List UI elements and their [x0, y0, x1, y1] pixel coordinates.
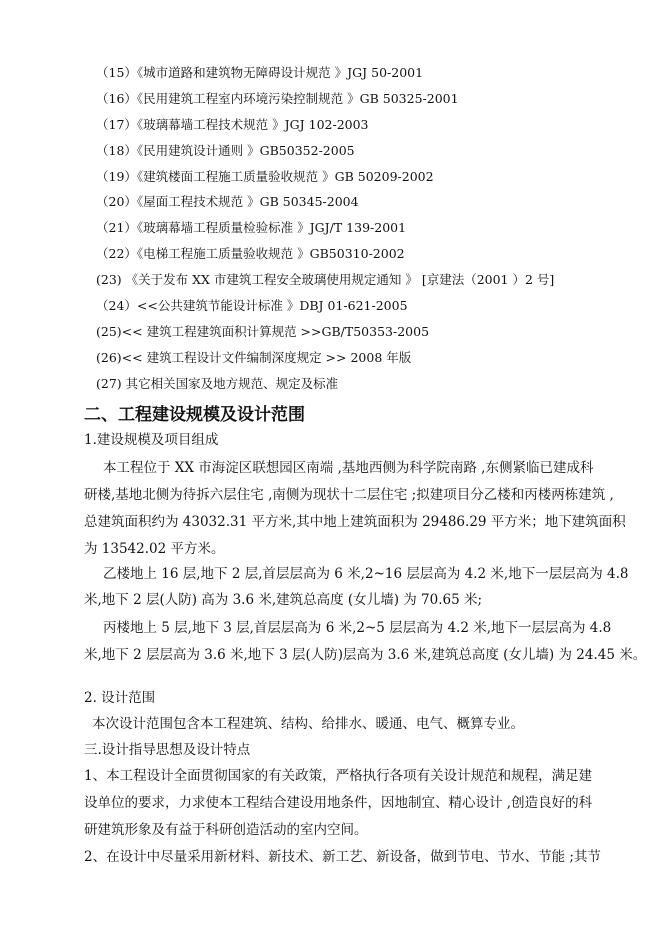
item1-line3: 研建筑形象及有益于科研创造活动的室内空间。: [84, 822, 368, 838]
item1-line2: 设单位的要求，力求使本工程结合建设用地条件，因地制宜、精心设计 ,创造良好的科: [84, 795, 593, 811]
standard-item-19: （19）《建筑楼面工程施工质量验收规范 》GB 50209-2002: [96, 169, 434, 184]
para2-line1: 乙楼地上 16 层,地下 2 层,首层层高为 6 米,2~16 层层高为 4.2 米,地下一层层高为 4.8: [103, 566, 629, 582]
subsection-title-2: 2. 设计范围: [84, 690, 156, 706]
standard-item-27: (27) 其它相关国家及地方规范、规定及标准: [96, 376, 339, 391]
para3-line2: 米,地下 2 层层高为 3.6 米,地下 3 层(人防)层高为 3.6 米,建筑总高度 (女儿墙) 为 24.45 米。: [84, 647, 647, 663]
item2-line1: 2、在设计中尽量采用新材料、新技术、新工艺、新设备，做到节电、节水、节能 ;其节: [84, 849, 601, 865]
subsection-title-1: 1.建设规模及项目组成: [84, 432, 219, 448]
para1-line2: 研楼,基地北侧为待拆六层住宅 ,南侧为现状十二层住宅 ;拟建项目分乙楼和丙楼两栋建筑 ,: [84, 487, 614, 503]
standard-item-20: （20）《屋面工程技术规范 》GB 50345-2004: [96, 194, 359, 209]
standard-item-25: (25)<< 建筑工程建筑面积计算规范 >>GB/T50353-2005: [96, 324, 430, 339]
standard-item-21: （21）《玻璃幕墙工程质量检验标准 》JGJ/T 139-2001: [96, 220, 407, 235]
para2-line2: 米,地下 2 层(人防) 高为 3.6 米,建筑总高度 (女儿墙) 为 70.65 米;: [84, 592, 483, 608]
standard-item-16: （16）《民用建筑工程室内环境污染控制规范 》GB 50325-2001: [96, 91, 459, 106]
section-heading-2: 二、工程建设规模及设计范围: [84, 405, 305, 425]
section-heading-3: 三.设计指导思想及设计特点: [84, 742, 251, 758]
standard-item-15: （15）《城市道路和建筑物无障碍设计规范 》JGJ 50-2001: [96, 65, 424, 80]
design-scope-text: 本次设计范围包含本工程建筑、结构、给排水、暖通、电气、概算专业。: [92, 716, 524, 732]
standard-item-18: （18）《民用建筑设计通则 》GB50352-2005: [96, 143, 355, 158]
item1-line1: 1、本工程设计全面贯彻国家的有关政策，严格执行各项有关设计规范和规程，满足建: [84, 768, 593, 784]
standard-item-26: (26)<< 建筑工程设计文件编制深度规定 >> 2008 年版: [96, 350, 412, 365]
para1-line1: 本工程位于 XX 市海淀区联想园区南端 ,基地西侧为科学院南路 ,东侧紧临已建成科: [103, 460, 594, 476]
standard-item-17: （17）《玻璃幕墙工程技术规范 》JGJ 102-2003: [96, 117, 369, 132]
standard-item-24: （24）<<公共建筑节能设计标准 》DBJ 01-621-2005: [96, 298, 408, 313]
standard-item-22: （22）《电梯工程施工质量验收规范 》GB50310-2002: [96, 246, 405, 261]
para1-line4: 为 13542.02 平方米。: [84, 541, 225, 557]
para1-line3: 总建筑面积约为 43032.31 平方米,其中地上建筑面积为 29486.29 平方米；地下建筑面积: [84, 514, 626, 530]
standard-item-23: (23) 《关于发布 XX 市建筑工程安全玻璃使用规定通知 》 [京建法（2001 ）2 号]: [96, 272, 555, 287]
para3-line1: 丙楼地上 5 层,地下 3 层,首层层高为 6 米,2~5 层层高为 4.2 米,地下一层层高为 4.8: [103, 620, 612, 636]
